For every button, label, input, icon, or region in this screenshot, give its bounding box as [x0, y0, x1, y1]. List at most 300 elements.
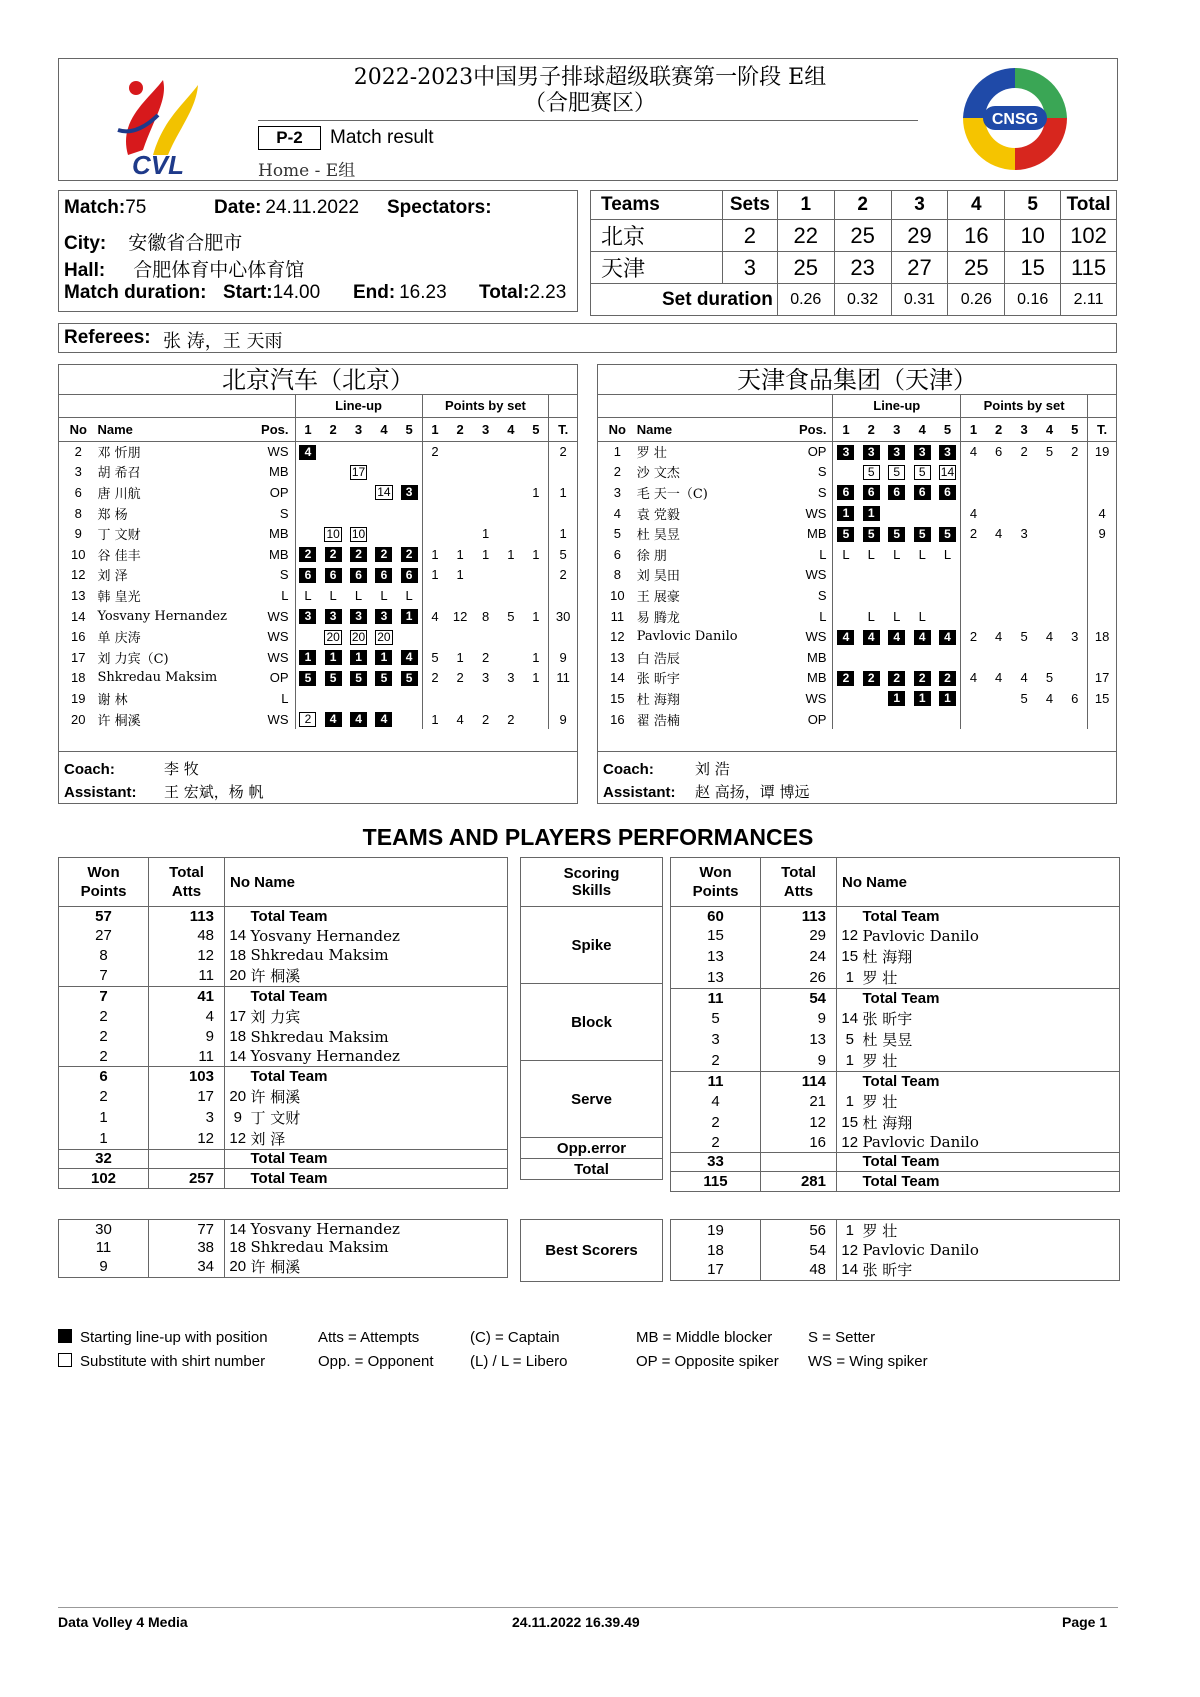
perf-no	[225, 1149, 251, 1169]
best-atts: 77	[149, 1220, 225, 1239]
lineup-cell	[346, 441, 371, 462]
points-cell	[1062, 709, 1087, 730]
lineup-cell	[397, 503, 422, 524]
player-pos: WS	[267, 649, 289, 665]
points-cell	[498, 462, 523, 483]
home-performance-table	[58, 857, 508, 1189]
perf-row	[59, 987, 508, 1007]
perf-row	[59, 1066, 508, 1086]
perf-atts: 29	[761, 926, 837, 946]
points-cell: 4	[1045, 690, 1054, 706]
player-pos: L	[819, 608, 827, 624]
match-duration: Match duration:	[64, 282, 207, 303]
player-name: 刘 力宾（C)	[97, 651, 169, 667]
substitute-marker: 14	[940, 464, 955, 479]
player-name: Pavlovic Danilo	[636, 629, 738, 645]
perf-row	[671, 1133, 1120, 1153]
points-cell	[523, 585, 548, 606]
lineup-cell	[320, 482, 345, 503]
lineup-cell	[397, 482, 422, 503]
best-no: 14	[225, 1220, 251, 1239]
perf-no	[225, 907, 251, 927]
points-cell	[960, 647, 985, 668]
points-cell	[473, 626, 498, 647]
perf-row	[671, 1112, 1120, 1133]
points-cell	[523, 626, 548, 647]
away-performance-table	[670, 857, 1120, 1192]
score-set: 25	[777, 252, 834, 284]
lineup-cell	[884, 688, 909, 709]
header-set-5: 5	[1005, 191, 1061, 220]
perf-name: Yosvany Hernandez	[251, 1047, 508, 1067]
cvl-logo	[108, 60, 208, 178]
col-no-name: No Name	[225, 858, 508, 907]
roster-points-group: Points by set	[960, 395, 1087, 417]
player-no: 10	[610, 587, 625, 603]
player-pos: WS	[805, 505, 827, 521]
player-name: 白 浩辰	[636, 651, 680, 667]
libero-marker: L	[943, 546, 952, 562]
lineup-cell	[295, 462, 320, 483]
perf-row	[59, 1006, 508, 1027]
points-cell	[986, 585, 1011, 606]
points-cell	[523, 503, 548, 524]
starting-position-marker: 4	[863, 630, 880, 645]
player-no: 1	[613, 444, 621, 460]
player-no: 3	[613, 484, 621, 500]
player-total: 1	[549, 523, 577, 544]
player-total	[549, 585, 577, 606]
player-total: 2	[549, 441, 577, 462]
perf-won: 2	[671, 1112, 761, 1133]
points-cell	[422, 585, 447, 606]
points-cell	[986, 709, 1011, 730]
player-pos: OP	[807, 711, 827, 727]
starting-position-marker: 3	[914, 445, 931, 460]
player-name: 许 桐溪	[97, 713, 141, 729]
points-cell: 2	[481, 711, 490, 727]
points-cell: 1	[532, 608, 540, 624]
points-cell	[523, 565, 548, 586]
perf-name: 许 桐溪	[251, 1086, 508, 1107]
points-cell	[960, 606, 985, 627]
perf-row	[671, 926, 1120, 946]
libero-marker: L	[867, 546, 875, 562]
doc-subtitle: Home - E组	[258, 161, 356, 181]
libero-marker: L	[842, 546, 850, 562]
points-cell	[1011, 709, 1036, 730]
lineup-cell	[295, 585, 320, 606]
perf-name: 张 昕宇	[863, 1008, 1120, 1029]
player-no: 18	[71, 670, 86, 686]
points-cell	[447, 482, 473, 503]
points-cell: 4	[456, 711, 464, 727]
starting-position-marker: 4	[401, 650, 418, 665]
points-cell	[1011, 482, 1036, 503]
starting-position-marker: 6	[375, 568, 392, 583]
perf-row	[59, 1086, 508, 1107]
perf-no	[837, 988, 863, 1008]
skills-header-row	[521, 858, 663, 907]
perf-no: 17	[229, 1008, 247, 1025]
col-lineup-set: 1	[295, 417, 320, 441]
header-teams: Teams	[591, 191, 723, 220]
points-cell: 1	[481, 526, 490, 542]
lineup-cell	[397, 647, 422, 668]
points-cell: 8	[481, 608, 490, 624]
points-cell: 6	[1071, 690, 1079, 706]
points-cell: 4	[1020, 670, 1028, 686]
lineup-cell	[295, 523, 320, 544]
home-best-scorers	[58, 1219, 508, 1278]
lineup-cell	[397, 462, 422, 483]
perf-row	[59, 907, 508, 927]
best-won: 18	[671, 1241, 761, 1259]
perf-name: 刘 力宾	[251, 1006, 508, 1027]
header-total: Total	[1061, 191, 1117, 220]
player-total	[1088, 462, 1116, 483]
col-no: No	[598, 417, 637, 441]
roster-group-spacer	[549, 395, 577, 417]
best-name: 许 桐溪	[251, 1256, 508, 1278]
title-rule	[258, 120, 918, 121]
perf-atts: 41	[149, 987, 225, 1007]
player-name: 单 庆涛	[97, 631, 141, 647]
best-name: Yosvany Hernandez	[251, 1220, 508, 1239]
lineup-cell	[320, 565, 345, 586]
lineup-cell	[320, 626, 345, 647]
performances-title: TEAMS AND PLAYERS PERFORMANCES	[362, 824, 814, 850]
col-total-atts: Total Atts	[761, 858, 837, 907]
starting-position-marker: 3	[375, 609, 392, 624]
cnsg-logo	[955, 60, 1075, 178]
player-row	[598, 462, 1116, 483]
lineup-cell	[346, 565, 371, 586]
player-name: 翟 浩楠	[636, 713, 680, 729]
points-cell	[1062, 482, 1087, 503]
player-no: 13	[71, 587, 86, 603]
points-cell: 1	[507, 546, 515, 562]
set-duration-row	[591, 284, 1117, 316]
match-info-box	[58, 190, 578, 312]
score-total: 102	[1061, 220, 1117, 252]
col-points-set: 4	[498, 417, 523, 441]
points-cell: 4	[995, 670, 1003, 686]
lineup-cell	[935, 482, 961, 503]
points-cell	[960, 585, 985, 606]
score-team: 天津	[591, 252, 723, 284]
start-time: Start:14.00	[223, 282, 321, 303]
points-cell: 2	[481, 649, 490, 665]
col-points-set: 2	[447, 417, 473, 441]
player-no: 8	[613, 567, 621, 583]
perf-atts: 17	[149, 1086, 225, 1107]
col-no: No	[59, 417, 97, 441]
player-total: 5	[549, 544, 577, 565]
perf-no	[225, 1066, 251, 1086]
perf-no	[837, 1071, 863, 1091]
lineup-cell	[371, 565, 396, 586]
points-cell: 5	[1045, 444, 1054, 460]
points-cell	[447, 523, 473, 544]
player-pos: S	[817, 464, 827, 480]
points-cell: 1	[532, 670, 540, 686]
perf-atts: 21	[761, 1091, 837, 1112]
player-total	[1088, 585, 1116, 606]
points-cell	[1011, 565, 1036, 586]
player-name: 易 腾龙	[636, 610, 680, 626]
points-cell	[447, 503, 473, 524]
col-points-set: 5	[523, 417, 548, 441]
lineup-cell	[909, 462, 934, 483]
substitute-marker: 14	[377, 485, 391, 500]
points-cell	[986, 462, 1011, 483]
points-cell	[1037, 606, 1062, 627]
perf-row	[671, 988, 1120, 1008]
col-lineup-set: 4	[909, 417, 934, 441]
lineup-cell	[295, 544, 320, 565]
best-won: 19	[671, 1220, 761, 1242]
lineup-cell	[859, 688, 884, 709]
score-row-home	[591, 220, 1117, 252]
lineup-cell	[833, 626, 859, 647]
perf-atts	[761, 1152, 837, 1172]
player-row	[59, 585, 577, 606]
libero-marker: L	[893, 608, 901, 624]
lineup-cell	[320, 585, 345, 606]
player-row	[598, 585, 1116, 606]
score-set: 22	[777, 220, 834, 252]
starting-position-marker: 5	[375, 671, 392, 686]
perf-atts: 48	[149, 926, 225, 946]
lineup-cell	[295, 688, 320, 709]
lineup-cell	[884, 462, 909, 483]
perf-name: 罗 壮	[863, 1091, 1120, 1112]
points-cell	[422, 688, 447, 709]
skill-row	[521, 1138, 663, 1159]
points-cell	[523, 462, 548, 483]
perf-row	[671, 1091, 1120, 1112]
starting-position-marker: 2	[325, 547, 342, 562]
perf-atts: 4	[149, 1006, 225, 1027]
best-atts: 54	[761, 1241, 837, 1259]
perf-no	[837, 1172, 863, 1192]
perf-no: 15	[841, 947, 859, 965]
points-cell: 1	[456, 567, 464, 583]
points-cell	[447, 626, 473, 647]
player-total	[1088, 544, 1116, 565]
away-roster-table	[598, 395, 1116, 729]
starting-position-marker: 3	[837, 445, 854, 460]
perf-name: Shkredau Maksim	[251, 946, 508, 966]
lineup-cell	[295, 668, 320, 689]
points-cell	[473, 503, 498, 524]
player-pos: WS	[267, 711, 289, 727]
points-cell	[1011, 462, 1036, 483]
points-cell	[498, 626, 523, 647]
starting-position-marker: 2	[299, 547, 316, 562]
points-cell: 5	[422, 647, 447, 668]
starting-position-marker: 5	[299, 671, 316, 686]
skill-row	[521, 984, 663, 1061]
perf-won: 2	[59, 1086, 149, 1107]
perf-name: Total Team	[863, 988, 1120, 1008]
doc-code-badge: P-2	[258, 126, 321, 150]
libero-marker: L	[918, 608, 926, 624]
starting-position-marker: 6	[350, 568, 367, 583]
libero-marker: L	[893, 546, 901, 562]
lineup-cell	[935, 606, 961, 627]
lineup-cell	[295, 441, 320, 462]
perf-row	[59, 1169, 508, 1189]
perf-name: Total Team	[863, 1172, 1120, 1192]
perf-atts: 11	[149, 1047, 225, 1067]
lineup-cell	[320, 668, 345, 689]
player-name: 张 昕宇	[636, 672, 680, 688]
lineup-cell	[833, 688, 859, 709]
starting-position-marker: 6	[888, 485, 905, 500]
perf-atts: 281	[761, 1172, 837, 1192]
perf-row	[59, 926, 508, 946]
perf-atts: 114	[761, 1071, 837, 1091]
lineup-cell	[371, 523, 396, 544]
starting-position-marker: 6	[325, 568, 342, 583]
lineup-cell	[859, 647, 884, 668]
spectators-label: Spectators:	[387, 197, 492, 218]
perf-row	[671, 1172, 1120, 1192]
starting-position-marker: 5	[939, 527, 956, 542]
page-subtitle: （合肥赛区）	[523, 91, 656, 116]
libero-marker: L	[380, 587, 388, 603]
points-cell	[986, 544, 1011, 565]
player-name: 王 展豪	[636, 589, 680, 605]
points-cell: 3	[507, 670, 515, 686]
player-row	[59, 544, 577, 565]
legend-atts: Atts = Attempts	[318, 1329, 420, 1346]
legend-s: S = Setter	[808, 1329, 876, 1346]
player-pos: MB	[269, 464, 289, 480]
perf-atts: 113	[761, 907, 837, 927]
score-set: 27	[891, 252, 948, 284]
lineup-cell	[320, 503, 345, 524]
starting-position-marker: 3	[888, 445, 905, 460]
points-cell	[1037, 503, 1062, 524]
set-duration: 0.32	[834, 284, 891, 316]
perf-won: 11	[671, 988, 761, 1008]
points-cell: 1	[422, 544, 447, 565]
perf-atts: 103	[149, 1066, 225, 1086]
perf-no: 12	[837, 1133, 863, 1153]
starting-position-marker: 1	[350, 650, 367, 665]
points-cell	[447, 688, 473, 709]
skill-label: Spike	[521, 907, 663, 984]
player-pos: MB	[806, 649, 827, 665]
starting-position-marker: 5	[350, 671, 367, 686]
lineup-cell	[320, 606, 345, 627]
set-duration: 0.16	[1005, 284, 1061, 316]
col-name: Name	[97, 417, 251, 441]
lineup-cell	[909, 503, 934, 524]
perf-row	[671, 1008, 1120, 1029]
points-cell	[960, 688, 985, 709]
home-team-panel	[58, 364, 578, 804]
perf-won: 2	[59, 1006, 149, 1027]
points-cell	[1062, 523, 1087, 544]
player-row	[59, 688, 577, 709]
points-cell	[1062, 544, 1087, 565]
perf-row	[59, 1128, 508, 1150]
player-row	[59, 482, 577, 503]
col-lineup-set: 3	[884, 417, 909, 441]
points-cell	[498, 523, 523, 544]
set-duration-label: Set duration	[591, 284, 778, 316]
perf-won: 33	[671, 1152, 761, 1172]
col-total: T.	[549, 417, 577, 441]
best-no: 18	[229, 1238, 247, 1256]
points-cell: 2	[422, 441, 447, 462]
perf-row	[671, 1152, 1120, 1172]
player-pos: MB	[269, 526, 289, 542]
player-row	[59, 503, 577, 524]
player-no: 4	[613, 505, 621, 521]
points-cell	[1062, 606, 1087, 627]
perf-won: 3	[671, 1029, 761, 1050]
set-duration: 0.26	[777, 284, 834, 316]
lineup-cell	[859, 668, 884, 689]
perf-row	[59, 965, 508, 987]
player-total: 18	[1088, 626, 1116, 647]
starting-position-marker: 6	[299, 568, 316, 583]
perf-name: Pavlovic Danilo	[863, 926, 1120, 946]
starting-position-marker: 2	[837, 671, 854, 686]
points-cell	[523, 709, 548, 730]
substitute-marker: 20	[326, 629, 340, 644]
starting-position-marker: 2	[401, 547, 418, 562]
starting-position-marker: 1	[914, 691, 931, 706]
legend-starting: Starting line-up with position	[58, 1329, 268, 1346]
player-row	[598, 606, 1116, 627]
points-cell	[498, 503, 523, 524]
player-row	[598, 688, 1116, 709]
player-pos: OP	[269, 670, 289, 686]
perf-won: 1	[59, 1107, 149, 1128]
perf-no: 1	[837, 1050, 863, 1072]
player-no: 5	[613, 526, 621, 542]
perf-won: 2	[671, 1050, 761, 1072]
perf-name: Yosvany Hernandez	[251, 926, 508, 946]
player-no: 19	[71, 690, 86, 706]
lineup-cell	[371, 688, 396, 709]
starting-position-marker: 3	[939, 445, 956, 460]
empty-square-icon	[58, 1353, 72, 1367]
lineup-cell	[371, 585, 396, 606]
points-cell	[986, 647, 1011, 668]
perf-atts: 26	[761, 967, 837, 989]
set-duration: 0.31	[891, 284, 948, 316]
perf-no: 20	[225, 965, 251, 987]
roster-lineup-group: Line-up	[833, 395, 961, 417]
lineup-cell	[909, 544, 934, 565]
score-set: 25	[948, 252, 1005, 284]
score-row-away	[591, 252, 1117, 284]
lineup-cell	[884, 503, 909, 524]
best-name: 罗 壮	[863, 1220, 1120, 1242]
points-cell	[422, 482, 447, 503]
perf-row	[59, 946, 508, 966]
perf-atts: 3	[149, 1107, 225, 1128]
points-cell	[473, 462, 498, 483]
player-name: 罗 壮	[636, 446, 667, 462]
